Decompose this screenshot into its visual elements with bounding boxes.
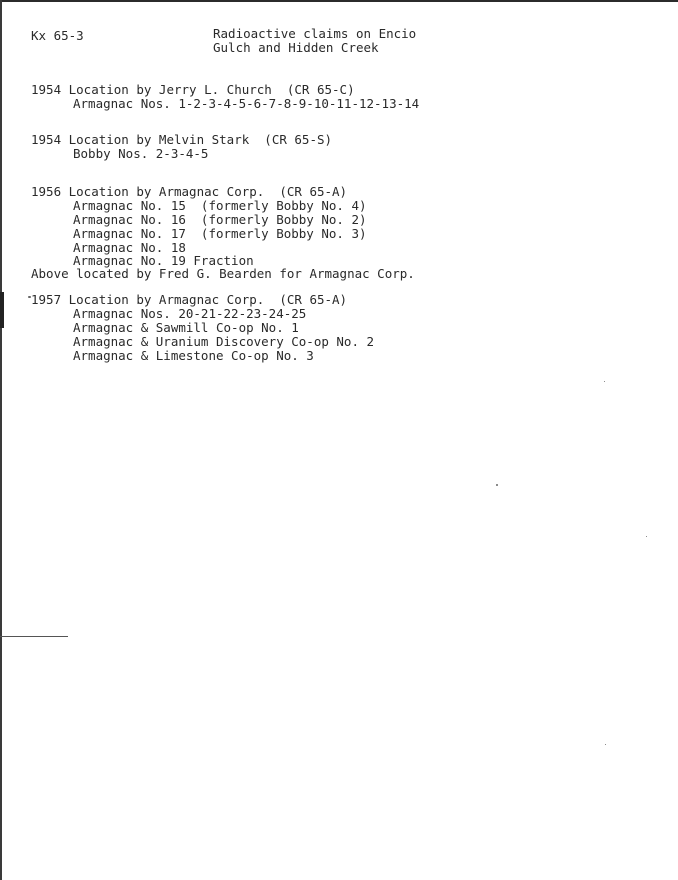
document-title-line-1: Radioactive claims on Encio	[213, 26, 417, 41]
document-title-line-2: Gulch and Hidden Creek	[213, 40, 379, 55]
section-1957-sawmill: Armagnac & Sawmill Co-op No. 1	[73, 320, 299, 335]
section-1954-church-claims: Armagnac Nos. 1-2-3-4-5-6-7-8-9-10-11-12-13-14	[73, 96, 420, 111]
section-1956-note: Above located by Fred G. Bearden for Armagnac Corp.	[31, 266, 415, 281]
section-1956-claim-17: Armagnac No. 17 (formerly Bobby No. 3)	[73, 226, 367, 241]
scan-speck	[646, 536, 647, 537]
section-1957-claims: Armagnac Nos. 20-21-22-23-24-25	[73, 306, 307, 321]
section-1957-heading: 1957 Location by Armagnac Corp. (CR 65-A)	[31, 292, 348, 307]
section-1954-stark-heading: 1954 Location by Melvin Stark (CR 65-S)	[31, 132, 333, 147]
scan-speck	[28, 296, 31, 298]
file-number: Kx 65-3	[31, 28, 84, 43]
scan-speck	[604, 381, 605, 382]
section-1957-uranium: Armagnac & Uranium Discovery Co-op No. 2	[73, 334, 375, 349]
scan-speck	[605, 744, 606, 745]
section-1957-limestone: Armagnac & Limestone Co-op No. 3	[73, 348, 314, 363]
section-1954-church-heading: 1954 Location by Jerry L. Church (CR 65-C)	[31, 82, 355, 97]
section-1954-stark-claims: Bobby Nos. 2-3-4-5	[73, 146, 209, 161]
section-1956-claim-16: Armagnac No. 16 (formerly Bobby No. 2)	[73, 212, 367, 227]
section-1956-claim-15: Armagnac No. 15 (formerly Bobby No. 4)	[73, 198, 367, 213]
scan-speck	[496, 484, 498, 486]
section-1956-claim-19: Armagnac No. 19 Fraction	[73, 253, 254, 268]
section-1956-claim-18: Armagnac No. 18	[73, 240, 186, 255]
section-1956-heading: 1956 Location by Armagnac Corp. (CR 65-A)	[31, 184, 348, 199]
